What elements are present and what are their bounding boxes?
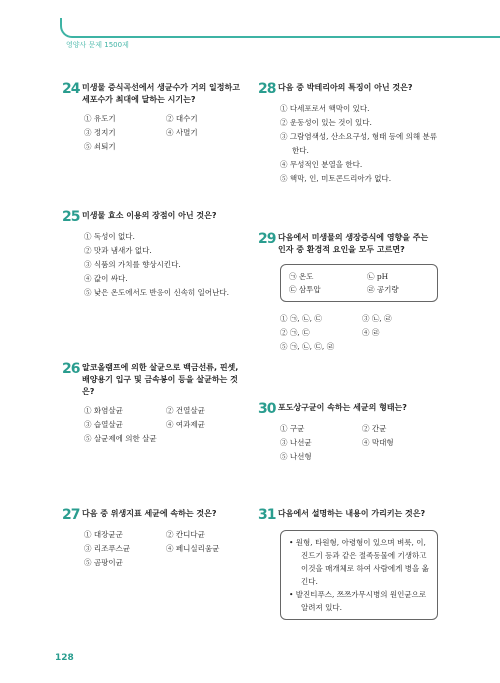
option[interactable]: ⑤ 살균제에 의한 살균 (84, 434, 157, 443)
option[interactable]: ⑤ 쇠퇴기 (84, 142, 116, 151)
option[interactable]: ④ 막대형 (362, 438, 394, 447)
question-number: 29 (258, 231, 276, 247)
question-text: 다음 중 박테리아의 특징이 아닌 것은? (278, 83, 413, 92)
option[interactable]: ② ㉠, ㉢ (280, 328, 310, 337)
option[interactable]: ③ 식품의 가치를 향상시킨다. (84, 260, 181, 269)
box-item: ㉢ 삼투압 (289, 285, 321, 294)
box-item: ㉠ 온도 (289, 272, 314, 281)
header-title: 영양사 문제 1500제 (66, 41, 129, 49)
question-26 (62, 362, 242, 446)
question-text: 알코올램프에 의한 살균으로 백금선류, 핀셋, 배양용기 입구 및 금속봉이 등을 살균하는 것은? (82, 363, 239, 396)
box-item: ㉡ pH (367, 272, 389, 281)
option[interactable]: ① 다세포로서 핵막이 있다. (280, 104, 370, 113)
option[interactable]: ④ 사멸기 (166, 128, 198, 137)
question-text: 다음에서 설명하는 내용이 가리키는 것은? (278, 509, 426, 518)
condition-box (280, 264, 438, 302)
option[interactable]: ③ 리조푸스균 (84, 544, 131, 553)
option[interactable]: ④ 값이 싸다. (84, 274, 128, 283)
option[interactable]: ② 맛과 냄새가 없다. (84, 246, 152, 255)
option[interactable]: ③ ㉡, ㉣ (362, 314, 392, 323)
option[interactable]: ⑤ 나선형 (280, 452, 312, 461)
question-25 (62, 210, 242, 300)
option[interactable]: ④ 무성적인 분열을 한다. (280, 160, 363, 169)
options (258, 102, 438, 186)
option[interactable]: ② 간균 (362, 424, 387, 433)
option[interactable]: ⑤ 낮은 온도에서도 반응이 신속히 일어난다. (84, 288, 229, 297)
description-box (280, 530, 438, 620)
question-24 (62, 82, 242, 154)
options (62, 230, 242, 300)
question-number: 31 (258, 507, 276, 523)
option[interactable]: ④ 여과제균 (166, 420, 205, 429)
box-item: • 원형, 타원형, 아령형이 있으며 벼룩, 이, 진드기 등과 같은 절족동물에 기생하고 이것을 매개체로 하여 사람에게 병을 옮긴다. (289, 538, 429, 586)
question-text: 다음에서 미생물의 생장증식에 영향을 주는 인자 중 환경적 요인을 모두 고르면? (278, 233, 429, 254)
question-number: 27 (62, 507, 80, 523)
options (62, 112, 242, 154)
question-30 (258, 402, 438, 464)
option[interactable]: ④ 페니실리움균 (166, 544, 220, 553)
question-text: 미생물 효소 이용의 장점이 아닌 것은? (82, 211, 217, 220)
option[interactable]: ① ㉠, ㉡, ㉢ (280, 314, 322, 323)
box-item: • 발진티푸스, 쯔쯔가무시병의 원인균으로 알려져 있다. (289, 590, 427, 612)
options (62, 528, 242, 570)
question-number: 24 (62, 81, 80, 97)
option[interactable]: ② 칸디다균 (166, 530, 205, 539)
question-text: 다음 중 위생지표 세균에 속하는 것은? (82, 509, 217, 518)
option[interactable]: ⑤ 곰팡이균 (84, 558, 123, 567)
box-item: ㉣ 공기량 (367, 285, 399, 294)
question-31 (258, 508, 438, 620)
option[interactable]: ① 대장균군 (84, 530, 123, 539)
option[interactable]: ③ 정지기 (84, 128, 116, 137)
header-bar (60, 18, 500, 38)
question-29 (258, 232, 438, 354)
options (258, 422, 438, 464)
option[interactable]: ⑤ 핵막, 인, 미토콘드리아가 없다. (280, 174, 392, 183)
option[interactable]: ④ ㉣ (362, 328, 380, 337)
option[interactable]: ② 대수기 (166, 114, 198, 123)
option[interactable]: ② 건열살균 (166, 406, 205, 415)
question-28 (258, 82, 438, 186)
option[interactable]: ③ 습열살균 (84, 420, 123, 429)
page-number: 128 (55, 653, 74, 663)
option[interactable]: ② 운동성이 있는 것이 있다. (280, 118, 372, 127)
question-number: 30 (258, 401, 276, 417)
option[interactable]: ③ 나선균 (280, 438, 312, 447)
options (258, 312, 438, 354)
question-text: 미생물 증식곡선에서 생균수가 거의 일정하고 세포수가 최대에 달하는 시기는? (82, 83, 240, 104)
option[interactable]: ① 화염살균 (84, 406, 123, 415)
option[interactable]: ③ 그람염색성, 산소요구성, 형태 등에 의해 분류한다. (280, 132, 437, 155)
options (62, 404, 242, 446)
question-number: 25 (62, 209, 80, 225)
option[interactable]: ① 유도기 (84, 114, 116, 123)
question-number: 26 (62, 361, 80, 377)
question-number: 28 (258, 81, 276, 97)
question-text: 포도상구균이 속하는 세균의 형태는? (278, 403, 407, 412)
option[interactable]: ① 독성이 없다. (84, 232, 135, 241)
option[interactable]: ⑤ ㉠, ㉡, ㉢, ㉣ (280, 342, 335, 351)
option[interactable]: ① 구균 (280, 424, 305, 433)
question-27 (62, 508, 242, 570)
